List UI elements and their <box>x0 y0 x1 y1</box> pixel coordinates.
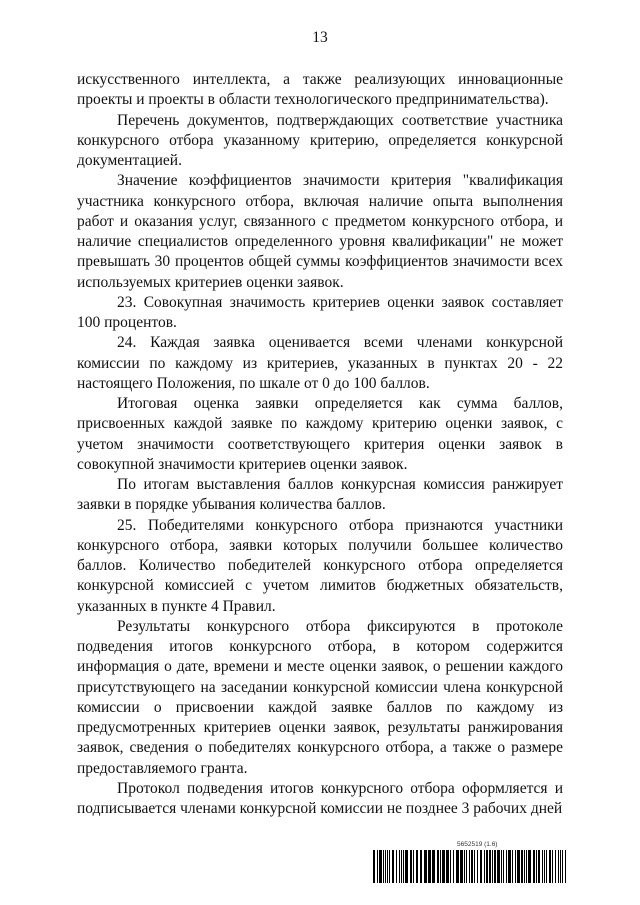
paragraph: Результаты конкурсного отбора фиксируются в протоколе подведения итогов конкурсного отбора, в котором содержится информация о дате, времени и месте оценки заявок, о решении каждого присутствующего на заседании конкурсной комиссии члена конкурсной комиссии о присвоении каждой заявке баллов по каждому из предусмотренных критериев оценки заявок, результаты ранжирования заявок, сведения о победителях конкурсного отбора, а также о размере предоставляемого гранта. <box>77 617 563 777</box>
paragraph-item-24: 24. Каждая заявка оценивается всеми членами конкурсной комиссии по каждому из критериев, указанных в пунктах 20 - 22 настоящего Положения, по шкале от 0 до 100 баллов. <box>77 334 563 392</box>
paragraph: Итоговая оценка заявки определяется как сумма баллов, присвоенных каждой заявке по каждому критерию оценки заявок, с учетом значимости соответствующего критерия оценки заявок в совокупной значимости критериев оценки заявок. <box>77 395 563 473</box>
paragraph-item-25: 25. Победителями конкурсного отбора признаются участники конкурсного отбора, заявки которых получили большее количество баллов. Количество победителей конкурсного отбора определяется конкурсной комиссией с учетом лимитов бюджетных обязательств, указанных в пункте 4 Правил. <box>77 516 563 615</box>
paragraph: Протокол подведения итогов конкурсного отбора оформляется и подписывается членами конкурсной комиссии не позднее 3 рабочих дней <box>77 779 563 817</box>
paragraph: Перечень документов, подтверждающих соответствие участника конкурсного отбора указанному критерию, определяется конкурсной документацией. <box>77 111 563 169</box>
page-number: 13 <box>312 29 328 46</box>
barcode-icon <box>373 850 567 883</box>
paragraph: Значение коэффициентов значимости критерия "квалификация участника конкурсного отбора, включая наличие опыта выполнения работ и оказания услуг, связанного с предметом конкурсного отбора, и наличие специалистов определенного уровня квалификации" не может превышать 30 процентов общей суммы коэффициентов значимости всех используемых критериев оценки заявок. <box>77 172 563 291</box>
document-id: 5652519 (1.6) <box>457 841 498 848</box>
paragraph-continuation: искусственного интеллекта, а также реализующих инновационные проекты и проекты в области технологического предпринимательства). <box>77 71 563 109</box>
document-footer <box>373 841 567 883</box>
paragraph: По итогам выставления баллов конкурсная комиссия ранжирует заявки в порядке убывания количества баллов. <box>77 476 563 514</box>
paragraph-item-23: 23. Совокупная значимость критериев оценки заявок составляет 100 процентов. <box>77 293 563 331</box>
document-body <box>77 70 563 819</box>
